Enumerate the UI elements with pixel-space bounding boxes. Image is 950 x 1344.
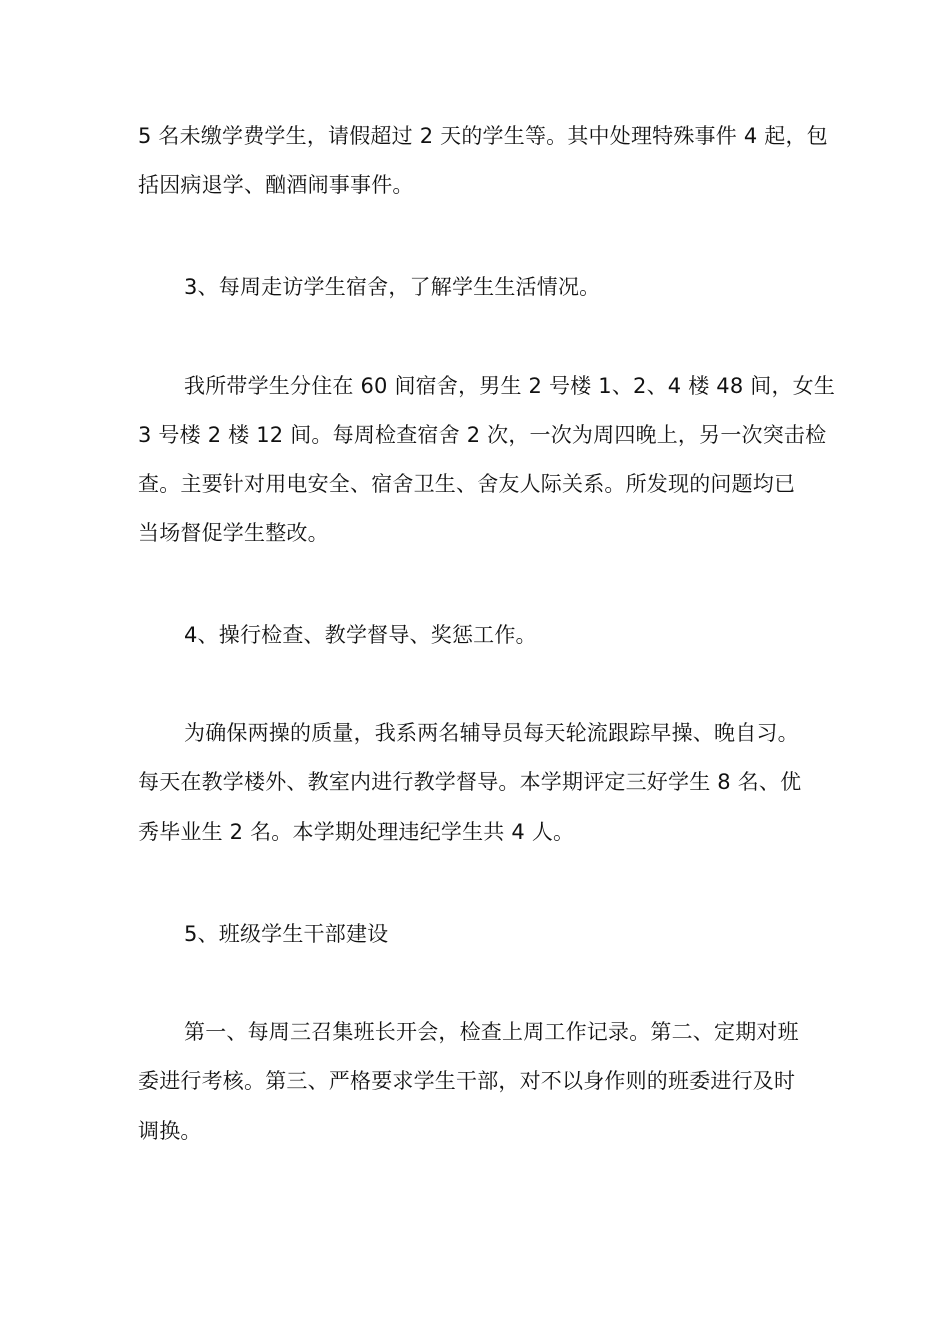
paragraph-line: 3 号楼 2 楼 12 间。每周检查宿舍 2 次，一次为周四晚上，另一次突击检 — [138, 423, 827, 447]
paragraph-line: 委进行考核。第三、严格要求学生干部，对不以身作则的班委进行及时 — [138, 1069, 796, 1093]
paragraph-line: 第一、每周三召集班长开会，检查上周工作记录。第二、定期对班 — [184, 1020, 799, 1044]
paragraph-line: 当场督促学生整改。 — [138, 521, 329, 545]
section-heading: 4、操行检查、教学督导、奖惩工作。 — [184, 623, 537, 647]
section-heading: 3、每周走访学生宿舍，了解学生生活情况。 — [184, 275, 601, 299]
paragraph-line: 每天在教学楼外、教室内进行教学督导。本学期评定三好学生 8 名、优 — [138, 770, 802, 794]
section-heading: 5、班级学生干部建设 — [184, 922, 389, 946]
paragraph-line: 为确保两操的质量，我系两名辅导员每天轮流跟踪早操、晚自习。 — [184, 721, 799, 745]
paragraph-line: 我所带学生分住在 60 间宿舍，男生 2 号楼 1、2、4 楼 48 间，女生 — [184, 374, 836, 398]
paragraph-line: 秀毕业生 2 名。本学期处理违纪学生共 4 人。 — [138, 820, 575, 844]
paragraph-line: 括因病退学、酗酒闹事事件。 — [138, 173, 414, 197]
paragraph-line: 调换。 — [138, 1119, 202, 1143]
paragraph-line: 5 名未缴学费学生，请假超过 2 天的学生等。其中处理特殊事件 4 起，包 — [138, 124, 828, 148]
paragraph-line: 查。主要针对用电安全、宿舍卫生、舍友人际关系。所发现的问题均已 — [138, 472, 796, 496]
